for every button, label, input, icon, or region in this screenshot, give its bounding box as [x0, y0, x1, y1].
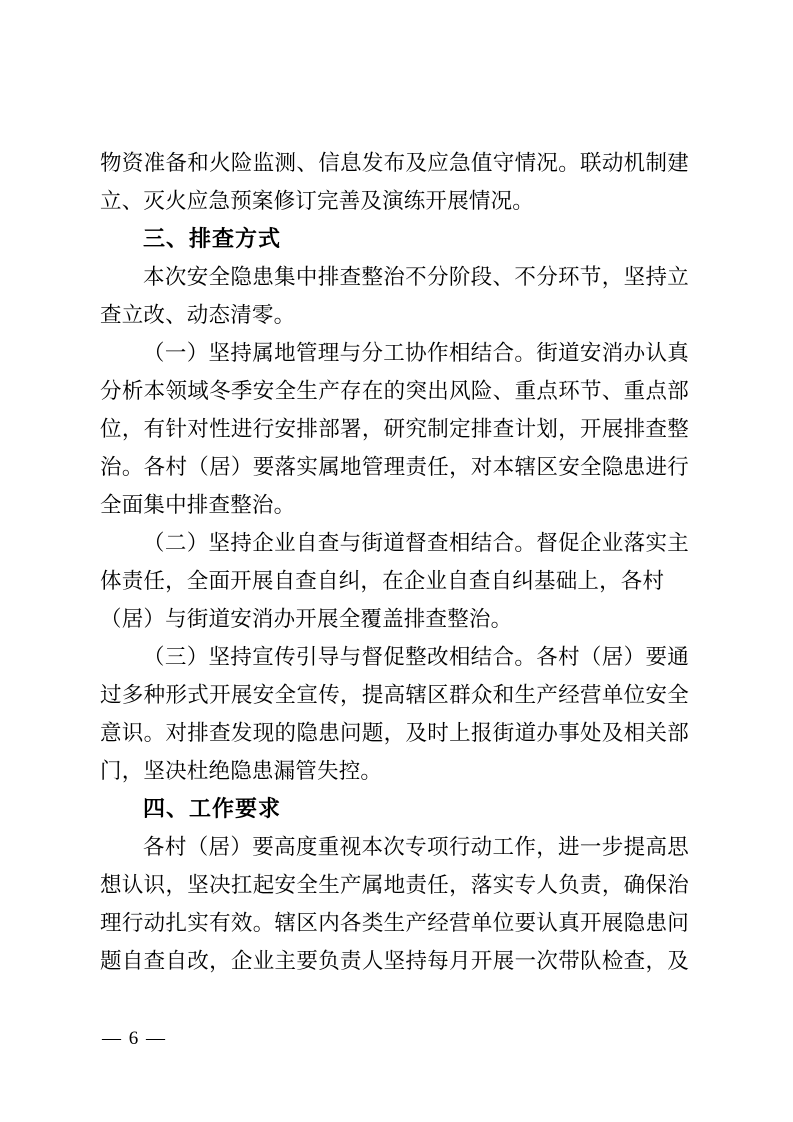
text-line: 题自查自改，企业主要负责人坚持每月开展一次带队检查，及 — [100, 949, 689, 973]
text-line: 物资准备和火险监测、信息发布及应急值守情况。联动机制建 — [100, 151, 689, 175]
text-line: 立、灭火应急预案修订完善及演练开展情况。 — [100, 189, 535, 213]
text-line: 位，有针对性进行安排部署，研究制定排查计划，开展排查整 — [100, 417, 689, 441]
text-line: 治。各村（居）要落实属地管理责任，对本辖区安全隐患进行 — [100, 455, 689, 479]
section-heading: 三、排查方式 — [143, 226, 282, 251]
text-line: （居）与街道安消办开展全覆盖排查整治。 — [100, 607, 513, 631]
document-body — [100, 144, 689, 980]
text-line: （二）坚持企业自查与街道督查相结合。督促企业落实主 — [143, 531, 689, 555]
text-line: 分析本领域冬季安全生产存在的突出风险、重点环节、重点部 — [100, 379, 689, 403]
text-line: （三）坚持宣传引导与督促整改相结合。各村（居）要通 — [143, 645, 689, 669]
section-heading: 四、工作要求 — [143, 796, 282, 821]
text-line: 理行动扎实有效。辖区内各类生产经营单位要认真开展隐患问 — [100, 911, 689, 935]
text-line: 想认识，坚决扛起安全生产属地责任，落实专人负责，确保治 — [100, 873, 689, 897]
text-line: 各村（居）要高度重视本次专项行动工作，进一步提高思 — [143, 835, 689, 859]
text-line: 全面集中排查整治。 — [100, 493, 296, 517]
page-number: — 6 — — [102, 1028, 167, 1049]
text-line: 意识。对排查发现的隐患问题，及时上报街道办事处及相关部 — [100, 721, 689, 745]
text-line: 体责任，全面开展自查自纠，在企业自查自纠基础上，各村 — [100, 569, 665, 593]
text-line: 查立改、动态清零。 — [100, 303, 296, 327]
text-line: 本次安全隐患集中排查整治不分阶段、不分环节，坚持立 — [143, 265, 689, 289]
text-line: 门，坚决杜绝隐患漏管失控。 — [100, 759, 383, 783]
text-line: （一）坚持属地管理与分工协作相结合。街道安消办认真 — [143, 341, 689, 365]
text-line: 过多种形式开展安全宣传，提高辖区群众和生产经营单位安全 — [100, 683, 689, 707]
